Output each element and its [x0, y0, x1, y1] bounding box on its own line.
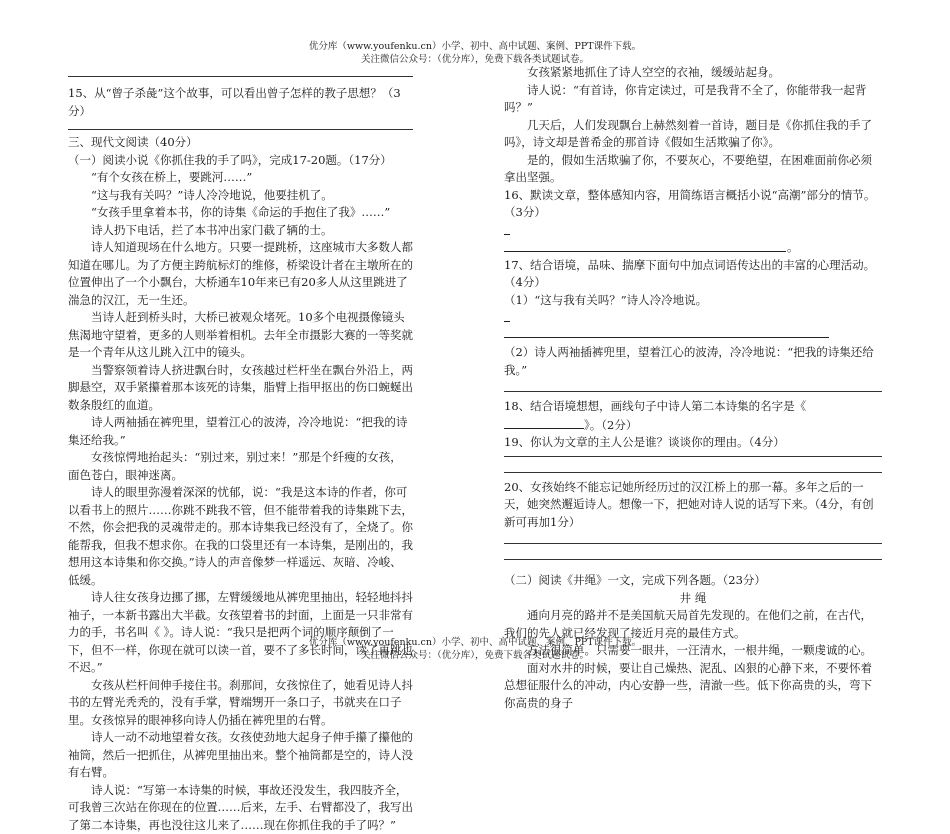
story-paragraph: 当诗人赶到桥头时，大桥已被观众堵死。10多个电视摄像镜头焦渴地守望着，更多的人则举着相机。去年全市摄影大赛的一等奖就是一个青年从这儿跳入江中的镜头。	[68, 309, 413, 362]
header-line-1: 优分库（www.youfenku.cn）小学、初中、高中试题、案例、PPT课件下载。	[0, 40, 950, 53]
answer-mark	[504, 224, 510, 235]
question-17: 17、结合语境，品味、揣摩下面句中加点词语传达出的丰富的心理活动。（4分）	[504, 257, 882, 292]
answer-line: 。	[504, 239, 882, 257]
answer-blank	[504, 416, 584, 429]
page-footer	[0, 636, 950, 662]
essay-paragraph: 面对水井的时候，要让自己燥热、泥乱、凶狠的心静下来，不要怀着总想征服什么的冲动，内心安静一些，清澈一些。低下你高贵的头，弯下你高贵的身子	[504, 660, 882, 713]
answer-line	[68, 129, 413, 130]
story-paragraph: 诗人一动不动地望着女孩。女孩使劲地大起身子伸手攥了攥他的袖筒，然后一把抓住，从裤兜里抽出来。整个袖筒都是空的，诗人没有右臂。	[68, 729, 413, 782]
question-15: 15、从“曾子杀彘”这个故事，可以看出曾子怎样的教子思想？（3分）	[68, 85, 413, 120]
essay-paragraph: 通向月亮的路并不是美国航天局首先发现的。在他们之前，在古代，我们的先人就已经发现了接近月亮的最佳方式。	[504, 607, 882, 642]
story-paragraph: 诗人说：“写第一本诗集的时候，事故还没发生，我四肢齐全，可我曾三次站在你现在的位置……后来，左手、右臂都没了，我写出了第二本诗集，再也没往这儿来了……现在你抓住我的手了吗？”	[68, 782, 413, 834]
footer-line-1: 优分库（www.youfenku.cn）小学、初中、高中试题、案例、PPT课件下载。	[0, 636, 950, 649]
answer-mark	[504, 311, 510, 322]
essay-title: 井 绳	[504, 590, 882, 608]
section-3-title: 三、现代文阅读（40分）	[68, 134, 413, 152]
question-17-2: （2）诗人两袖插裤兜里，望着江心的波涛，冷冷地说：“把我的诗集还给我。”	[504, 344, 882, 379]
reading-2-intro: （二）阅读《井绳》一文，完成下列各题。（23分）	[504, 572, 882, 590]
question-18	[504, 398, 882, 434]
story-paragraph: “女孩手里拿着本书，你的诗集《命运的手抱住了我》……”	[68, 204, 413, 222]
story-paragraph: 诗人往女孩身边挪了挪，左臂缓缓地从裤兜里抽出，轻轻地抖抖袖子，一本新书露出大半截。女孩望着书的封面，上面是一只非常有力的手，书名叫《 》。诗人说：“我只是把两个词的顺序颠倒了一下，但不一样，你现在就可以读一首，要不了多长时间，读了再跳也不迟。”	[68, 589, 413, 677]
answer-line	[68, 76, 413, 77]
question-17-1: （1）“这与我有关吗？”诗人冷冷地说。	[504, 292, 882, 310]
story-paragraph: 女孩从栏杆间伸手接住书。刹那间，女孩惊住了，她看见诗人抖书的左臂光秃秃的，没有手掌，臂端甥开一条口子，书就夹在口子里。女孩惊异的眼神移向诗人仍插在裤兜里的右臂。	[68, 677, 413, 730]
story-paragraph: 几天后，人们发现飘台上赫然刻着一首诗，题目是《你抓住我的手了吗》，诗文却是普希金的那首诗《假如生活欺骗了你》。	[504, 117, 882, 152]
page-header	[0, 40, 950, 66]
story-paragraph: 诗人两袖插在裤兜里，望着江心的波涛，冷冷地说：“把我的诗集还给我。”	[68, 414, 413, 449]
story-paragraph: 诗人的眼里弥漫着深深的忧郁，说：“我是这本诗的作者，你可以看书上的照片……你跳不跳我不管，但不能带着我的诗集跳下去，不然，你会把我的灵魂带走的。那本诗集我已经没有了，全烧了。你能帮我，但我不想求你。在我的口袋里还有一本诗集，是刚出的，我想用这本诗集和你交换。”诗人的声音像梦一样遥远、灰暗、冷峻、低缓。	[68, 484, 413, 589]
story-paragraph: 诗人知道现场在什么地方。只要一提跳桥，这座城市大多数人都知道在哪儿。为了方便主跨航标灯的维修，桥梁设计者在主墩所在的位置伸出了一个小飘台，大桥通车10年来已有20多人从这里跳进了湍急的汉江，无一生还。	[68, 239, 413, 309]
question-20: 20、女孩始终不能忘记她所经历过的汉江桥上的那一幕。多年之后的一天，她突然邂逅诗人。想像一下，把她对诗人说的话写下来。（4分，有创新可再加1分）	[504, 479, 882, 532]
essay-paragraph: 方法很简单。只需要一眼井，一汪清水，一根井绳，一颗虔诚的心。	[504, 642, 882, 660]
right-column	[504, 64, 882, 712]
story-paragraph: 是的，假如生活欺骗了你，不要灰心，不要绝望，在困难面前你必须拿出坚强。	[504, 152, 882, 187]
question-18-end: 》。（2分）	[584, 418, 637, 432]
story-paragraph: 诗人扔下电话，拦了本书冲出家门截了辆的士。	[68, 222, 413, 240]
question-18-text: 18、结合语境想想，画线句子中诗人第二本诗集的名字是《	[504, 399, 806, 413]
story-paragraph: 女孩紧紧地抓住了诗人空空的衣袖，缓缓站起身。	[504, 64, 882, 82]
story-paragraph: 女孩惊愕地抬起头：“别过来，别过来！”那是个纤瘦的女孩，面色苍白，眼神迷离。	[68, 449, 413, 484]
footer-line-2: 关注微信公众号：（优分库），免费下载各类试题试卷。	[0, 649, 950, 662]
answer-line	[504, 327, 882, 345]
story-paragraph: “有个女孩在桥上，要跳河……”	[68, 169, 413, 187]
reading-1-intro: （一）阅读小说《你抓住我的手了吗》，完成17-20题。（17分）	[68, 152, 413, 170]
header-line-2: 关注微信公众号：（优分库），免费下载各类试题试卷。	[0, 53, 950, 66]
question-19: 19、你认为文章的主人公是谁？谈谈你的理由。（4分）	[504, 434, 882, 452]
story-paragraph: 诗人说：“有首诗，你肯定读过，可是我背不全了，你能带我一起背吗？”	[504, 82, 882, 117]
question-16: 16、默读文章，整体感知内容，用简练语言概括小说“高潮”部分的情节。（3分）	[504, 187, 882, 222]
left-column	[68, 76, 413, 834]
story-paragraph: “这与我有关吗？”诗人冷冷地说，他要挂机了。	[68, 187, 413, 205]
story-paragraph: 当警察领着诗人挤进飘台时，女孩越过栏杆坐在飘台外沿上，两脚悬空，双手紧攥着那本该死的诗集，脂臂上指甲抠出的伤口蜿蜒出数条殷红的血道。	[68, 362, 413, 415]
